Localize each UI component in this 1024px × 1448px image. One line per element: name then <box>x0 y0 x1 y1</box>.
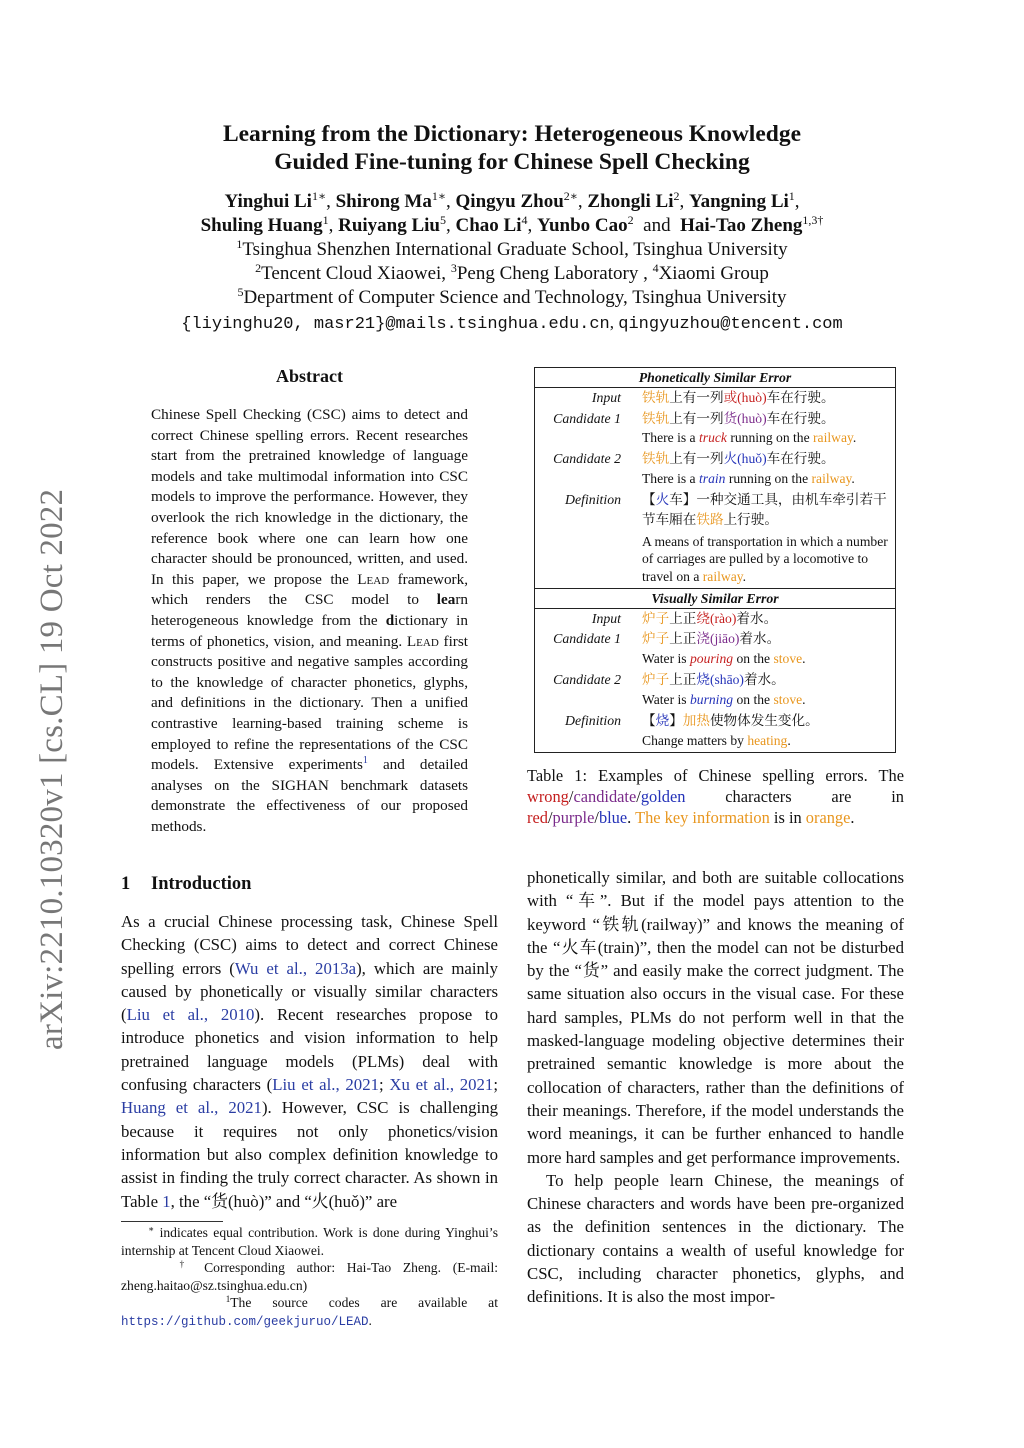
row-value: 铁轨上有一列货(huò)车在行驶。 <box>642 410 835 427</box>
body-text: ; <box>493 1075 498 1095</box>
arxiv-stamp: arXiv:2210.10320v1 [cs.CL] 19 Oct 2022 <box>34 488 70 1050</box>
table-ref-link[interactable]: 1 <box>162 1191 171 1211</box>
table-row <box>535 490 895 530</box>
row-translation: Water is burning on the stove. <box>642 691 806 707</box>
author-sup: 2 <box>627 213 634 227</box>
body-text: ). However, CSC is challenging because it requires not only phonetics/vision information but also complex definition knowledge to assist in finding the truly correct character. As shown in Table <box>121 1098 499 1211</box>
table-row <box>535 429 895 449</box>
affil-sup: 5 <box>237 285 244 299</box>
section-title: Introduction <box>151 874 252 894</box>
row-value: 铁轨上有一列火(huǒ)车在行驶。 <box>642 451 835 468</box>
author-sup: 1 <box>788 189 795 203</box>
footnote-marker: 1 <box>225 1294 231 1304</box>
table-row <box>535 711 895 732</box>
title-line-1: Learning from the Dictionary: Heterogeneous Knowledge <box>222 121 802 147</box>
abstract-text: Chinese Spell Checking (CSC) aims to detect and correct Chinese spelling errors. Recent researches start from the pretrained knowledge of language models and take multimodal information into CSC models to improve the performance. However, they overlook the rich knowledge in the dictionary, the reference book where one can learn how one character should be pronounced, written, and used. In this paper, we propose the <box>151 406 468 588</box>
affil-sup: 1 <box>236 237 243 251</box>
author-name: Qingyu Zhou <box>455 191 564 212</box>
row-label: Definition <box>565 492 621 508</box>
body-paragraph: phonetically similar, and both are suitable collocations with “车”. But if the model pays attention to the keyword “铁轨(railway)” and knows the meaning of the “火车(train)”, then the model can not be disturbed by the “货” and easily make the correct judgment. The same situation also occurs in the visual case. For these hard samples, PLMs do not perform well in that the masked-language modeling objective determines their pretrained semantic knowledge is more about the collocation of characters, rather than the definitions of their meanings. Therefore, if the model understands the word meanings, it can be further enhanced to handle more hard samples and get performance improvements. <box>527 868 904 1167</box>
affil-sup: 3 <box>450 261 457 275</box>
author-sup: 1,3† <box>802 213 824 227</box>
affiliation-5 <box>120 286 904 310</box>
lead-name: Lead <box>406 632 439 650</box>
row-label: Candidate 2 <box>553 672 621 688</box>
row-value: 【烧】加热使物体发生变化。 <box>642 713 819 730</box>
paper-title <box>120 120 904 176</box>
citation-link[interactable]: Huang et al., 2021 <box>121 1098 262 1118</box>
author-name: Ruiyang Liu <box>338 215 440 236</box>
row-value: 炉子上正烧(shāo)着水。 <box>642 672 785 689</box>
body-text: As a crucial Chinese processing task, Chinese Spell Checking (CSC) aims to detect and correct Chinese spelling errors ( <box>121 912 498 978</box>
affil-text: Department of Computer Science and Technology, Tsinghua University <box>243 287 787 308</box>
author-line-2: Shuling Huang$^1$, Ruiyang Liu$^5$, Chao Li$^4$, Yunbo Cao$^2$ and Hai-Tao Zheng$^{1,3\dagger}$ <box>200 213 824 236</box>
table-section-header: Visually Similar Error <box>535 588 895 609</box>
row-label: Input <box>591 610 621 626</box>
body-text: , the “货(huò)” and “火(huǒ)” are <box>170 1191 398 1211</box>
row-value: 铁轨上有一列或(huò)车在行驶。 <box>642 390 835 406</box>
abstract-heading: Abstract <box>276 366 343 386</box>
author-sup: 2∗ <box>563 189 578 203</box>
right-column-body <box>527 866 904 1309</box>
table-1 <box>534 367 896 753</box>
table-row <box>535 409 895 430</box>
row-label: Candidate 1 <box>553 410 621 426</box>
section-heading-introduction <box>121 874 251 895</box>
abstract-text: n <box>460 591 468 609</box>
abstract-text: ictionary in terms of phonetics, vision, and meaning. <box>151 611 468 650</box>
author-name: Chao Li <box>455 215 522 236</box>
abstract-text: and detailed analyses on the SIGHAN benchmark datasets demonstrate the effectiveness of our proposed methods. <box>151 756 468 835</box>
row-label: Candidate 2 <box>553 451 621 467</box>
author-sup: 2 <box>673 189 680 203</box>
citation-link[interactable]: Liu et al., 2021 <box>272 1075 379 1095</box>
lead-name: Lead <box>357 570 390 588</box>
table-row <box>535 609 895 630</box>
table-row <box>535 530 895 588</box>
row-label: Definition <box>565 713 621 729</box>
citation-link[interactable]: Xu et al., 2021 <box>389 1075 494 1095</box>
author-name: Yangning Li <box>689 191 789 212</box>
intro-paragraph <box>121 910 498 1213</box>
author-name: Hai-Tao Zheng <box>680 215 803 236</box>
affil-text: Peng Cheng Laboratory , <box>456 263 653 284</box>
author-name: Shuling Huang <box>200 215 323 236</box>
abstract-bold: lea <box>436 591 456 609</box>
affil-sup: 2 <box>255 261 262 275</box>
row-label: Candidate 1 <box>553 631 621 647</box>
affil-sup: 4 <box>652 261 659 275</box>
row-translation: There is a truck running on the railway. <box>642 430 857 445</box>
abstract-body <box>151 405 468 837</box>
table-caption: Table 1: Examples of Chinese spelling errors. The wrong/candidate/golden characters are in red/purple/blue. The key information is in orange. <box>527 766 904 827</box>
table-row <box>535 629 895 650</box>
code-url-link[interactable]: https://github.com/geekjuruo/LEAD <box>121 1314 369 1329</box>
affil-text: Tsinghua Shenzhen International Graduate School, Tsinghua University <box>242 239 788 260</box>
row-value: 炉子上正浇(jiāo)着水。 <box>642 631 781 648</box>
author-sup: 1 <box>322 213 329 227</box>
abstract-text: heterogeneous knowledge from the <box>151 611 386 629</box>
citation-link[interactable]: Liu et al., 2010 <box>126 1005 255 1025</box>
author-name: Yinghui Li <box>224 191 312 212</box>
affiliation-2 <box>120 262 904 286</box>
footnote-text: The source codes are available at <box>230 1295 498 1310</box>
author-sup: 4 <box>521 213 528 227</box>
title-line-2: Guided Fine-tuning for Chinese Spell Checking <box>274 149 750 175</box>
abstract-text: framework, which renders the CSC model to <box>151 570 468 609</box>
footnote-text: . <box>368 1312 372 1328</box>
row-label: Input <box>591 390 621 405</box>
body-paragraph: To help people learn Chinese, the meanings of Chinese characters and words have been pre-organized as the definition sentences in the dictionary. The dictionary contains a wealth of useful knowledge for CSC, including character phonetics, glyphs, and definitions. It is also the most impor- <box>527 1170 904 1307</box>
emails <box>120 311 904 337</box>
footnote-2 <box>121 1259 498 1294</box>
row-value: 炉子上正绕(rào)着水。 <box>642 610 778 627</box>
table-row <box>535 470 895 490</box>
table-row <box>535 670 895 691</box>
row-translation: Water is pouring on the stove. <box>642 650 806 666</box>
affil-text: Xiaomi Group <box>658 263 769 284</box>
footnote-mark[interactable]: 1 <box>362 755 368 767</box>
table-row <box>535 732 895 752</box>
footnote-3 <box>121 1294 498 1331</box>
and-word: and <box>643 215 671 236</box>
abstract-bold: d <box>385 611 395 629</box>
table-section-header: Phonetically Similar Error <box>535 368 895 388</box>
abstract-text: first constructs positive and negative samples according to the knowledge of character phonetics, glyphs, and definitions in the dictionary. Then a unified contrastive learning-based training scheme is employed to refine the representations of the CSC models. Extensive experiments <box>151 632 468 774</box>
email-sep: , <box>609 313 619 332</box>
body-text: ). Recent researches propose to introduce phonetics and vision information to help pretrained language models (PLMs) deal with confusing characters ( <box>121 1005 498 1095</box>
body-text: ; <box>378 1075 390 1095</box>
table-row <box>535 388 895 409</box>
author-sup: 1∗ <box>431 189 447 203</box>
table-row <box>535 691 895 711</box>
row-translation: There is a train running on the railway. <box>642 470 855 486</box>
author-name: Zhongli Li <box>587 191 674 212</box>
footnote-marker: † <box>179 1259 193 1269</box>
section-number: 1 <box>121 874 131 894</box>
citation-link[interactable]: Wu et al., 2013a <box>234 958 357 978</box>
author-sup: 1∗ <box>311 189 327 203</box>
footnote-1 <box>121 1224 498 1259</box>
author-sup: 5 <box>440 213 446 227</box>
table-row <box>535 449 895 470</box>
footnote-text: indicates equal contribution. Work is done during Yinghui’s internship at Tencent Cloud Xiaowei. <box>121 1225 498 1258</box>
abstract-text: r <box>455 591 461 609</box>
table-row <box>535 650 895 670</box>
affiliation-1 <box>120 238 904 262</box>
footnote-rule <box>121 1221 223 1222</box>
footnotes <box>121 1224 498 1331</box>
footnote-marker: ∗ <box>148 1224 155 1234</box>
author-block <box>120 190 904 337</box>
author-line-1: Yinghui $Li^{1∗}$, Shirong $Ma^{1∗}$, Qingyu Zhou$^{2∗}$, Zhongli Li$^2$, Yangning Li$^1$, <box>224 189 800 212</box>
row-translation: A means of transportation in which a number of carriages are pulled by a locomotive to travel on a railway. <box>642 534 888 584</box>
author-name: Shirong Ma <box>335 191 432 212</box>
body-text: ), which are mainly caused by phonetically or visually similar characters ( <box>121 958 498 1025</box>
author-name: Yunbo Cao <box>537 215 628 236</box>
email-1: {liyinghu20, masr21}@mails.tsinghua.edu.cn <box>181 315 610 334</box>
row-translation: Change matters by heating. <box>642 732 791 748</box>
affil-text: Tencent Cloud Xiaowei, <box>261 263 451 284</box>
row-value: 【火车】一种交通工具，由机车牵引若干节车厢在铁路上行驶。 <box>642 492 887 529</box>
footnote-text: Corresponding author: Hai-Tao Zheng. (E-mail: zheng.haitao@sz.tsinghua.edu.cn) <box>121 1260 498 1293</box>
email-2: qingyuzhou@tencent.com <box>618 315 843 334</box>
